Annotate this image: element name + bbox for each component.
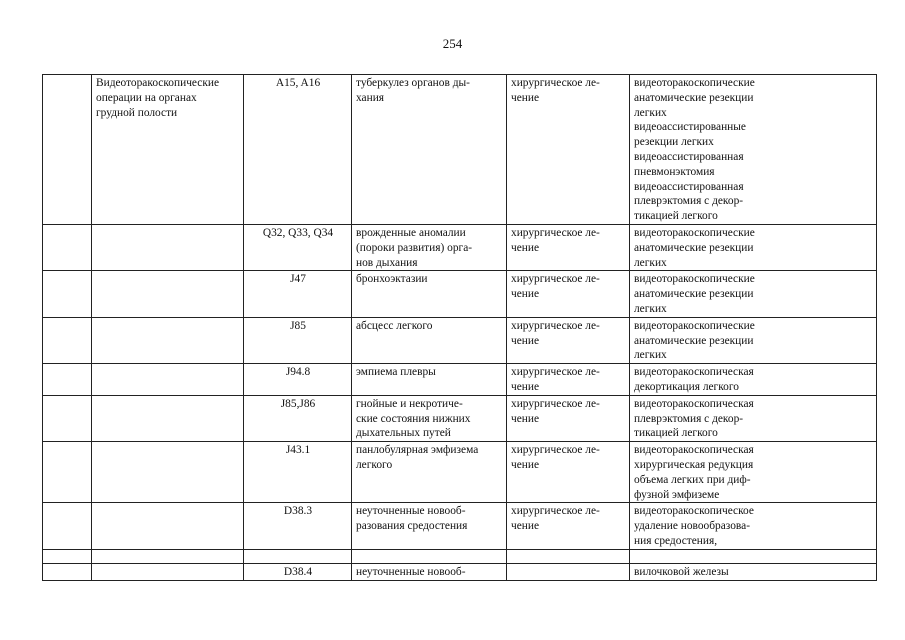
group-cell	[92, 549, 244, 563]
treatment-method-cell: видеоторакоскопическая хирургическая редукция объема легких при диф- фузной эмфиземе	[630, 442, 877, 503]
page-number: 254	[442, 36, 463, 51]
icd-code-cell: J43.1	[244, 442, 352, 503]
table-row	[43, 442, 877, 503]
group-cell	[92, 395, 244, 441]
icd-code-cell: J85	[244, 317, 352, 363]
treatment-method-cell: видеоторакоскопические анатомические резекции легких	[630, 317, 877, 363]
treatment-type-cell: хирургическое ле- чение	[507, 225, 630, 271]
treatment-method-cell: видеоторакоскопические анатомические резекции легких видеоассистированные резекции легких видеоассистированная пневмонэктомия видеоассистированная плеврэктомия с декор- тикацией легкого	[630, 75, 877, 225]
diagnosis-cell: туберкулез органов ды- хания	[352, 75, 507, 225]
index-cell	[43, 503, 92, 549]
icd-code-cell: A15, A16	[244, 75, 352, 225]
treatment-method-cell: вилочковой железы	[630, 563, 877, 580]
treatment-method-cell: видеоторакоскопическая декортикация легкого	[630, 364, 877, 396]
table-row	[43, 75, 877, 225]
treatment-method-cell: видеоторакоскопические анатомические резекции легких	[630, 225, 877, 271]
index-cell	[43, 225, 92, 271]
group-cell	[92, 317, 244, 363]
group-cell	[92, 225, 244, 271]
icd-code-cell	[244, 549, 352, 563]
procedures-table-body	[43, 75, 877, 581]
diagnosis-cell: эмпиема плевры	[352, 364, 507, 396]
group-cell	[92, 503, 244, 549]
icd-code-cell: J47	[244, 271, 352, 317]
treatment-type-cell: хирургическое ле- чение	[507, 503, 630, 549]
table-row	[43, 317, 877, 363]
index-cell	[43, 364, 92, 396]
diagnosis-cell: гнойные и некротиче- ские состояния нижних дыхательных путей	[352, 395, 507, 441]
icd-code-cell: Q32, Q33, Q34	[244, 225, 352, 271]
treatment-type-cell: хирургическое ле- чение	[507, 271, 630, 317]
procedures-table	[42, 74, 877, 581]
icd-code-cell: J85,J86	[244, 395, 352, 441]
table-row	[43, 549, 877, 563]
index-cell	[43, 563, 92, 580]
group-cell	[92, 364, 244, 396]
treatment-method-cell: видеоторакоскопическое удаление новообразова- ния средостения,	[630, 503, 877, 549]
icd-code-cell: D38.3	[244, 503, 352, 549]
treatment-type-cell: хирургическое ле- чение	[507, 317, 630, 363]
diagnosis-cell: панлобулярная эмфизема легкого	[352, 442, 507, 503]
diagnosis-cell: врожденные аномалии (пороки развития) орга- нов дыхания	[352, 225, 507, 271]
treatment-type-cell: хирургическое ле- чение	[507, 364, 630, 396]
index-cell	[43, 75, 92, 225]
index-cell	[43, 442, 92, 503]
diagnosis-cell: неуточненные новооб-	[352, 563, 507, 580]
treatment-type-cell: хирургическое ле- чение	[507, 75, 630, 225]
treatment-method-cell: видеоторакоскопическая плеврэктомия с декор- тикацией легкого	[630, 395, 877, 441]
treatment-method-cell	[630, 549, 877, 563]
diagnosis-cell	[352, 549, 507, 563]
diagnosis-cell: неуточненные новооб- разования средостения	[352, 503, 507, 549]
table-row	[43, 271, 877, 317]
table-row	[43, 225, 877, 271]
treatment-type-cell: хирургическое ле- чение	[507, 395, 630, 441]
index-cell	[43, 317, 92, 363]
icd-code-cell: D38.4	[244, 563, 352, 580]
table-row	[43, 364, 877, 396]
group-cell	[92, 271, 244, 317]
icd-code-cell: J94.8	[244, 364, 352, 396]
treatment-type-cell: хирургическое ле- чение	[507, 442, 630, 503]
table-row	[43, 503, 877, 549]
index-cell	[43, 271, 92, 317]
treatment-type-cell	[507, 549, 630, 563]
diagnosis-cell: абсцесс легкого	[352, 317, 507, 363]
index-cell	[43, 549, 92, 563]
treatment-method-cell: видеоторакоскопические анатомические резекции легких	[630, 271, 877, 317]
group-cell: Видеоторакоскопические операции на органах грудной полости	[92, 75, 244, 225]
index-cell	[43, 395, 92, 441]
group-cell	[92, 563, 244, 580]
diagnosis-cell: бронхоэктазии	[352, 271, 507, 317]
table-row	[43, 563, 877, 580]
treatment-type-cell	[507, 563, 630, 580]
table-row	[43, 395, 877, 441]
group-cell	[92, 442, 244, 503]
